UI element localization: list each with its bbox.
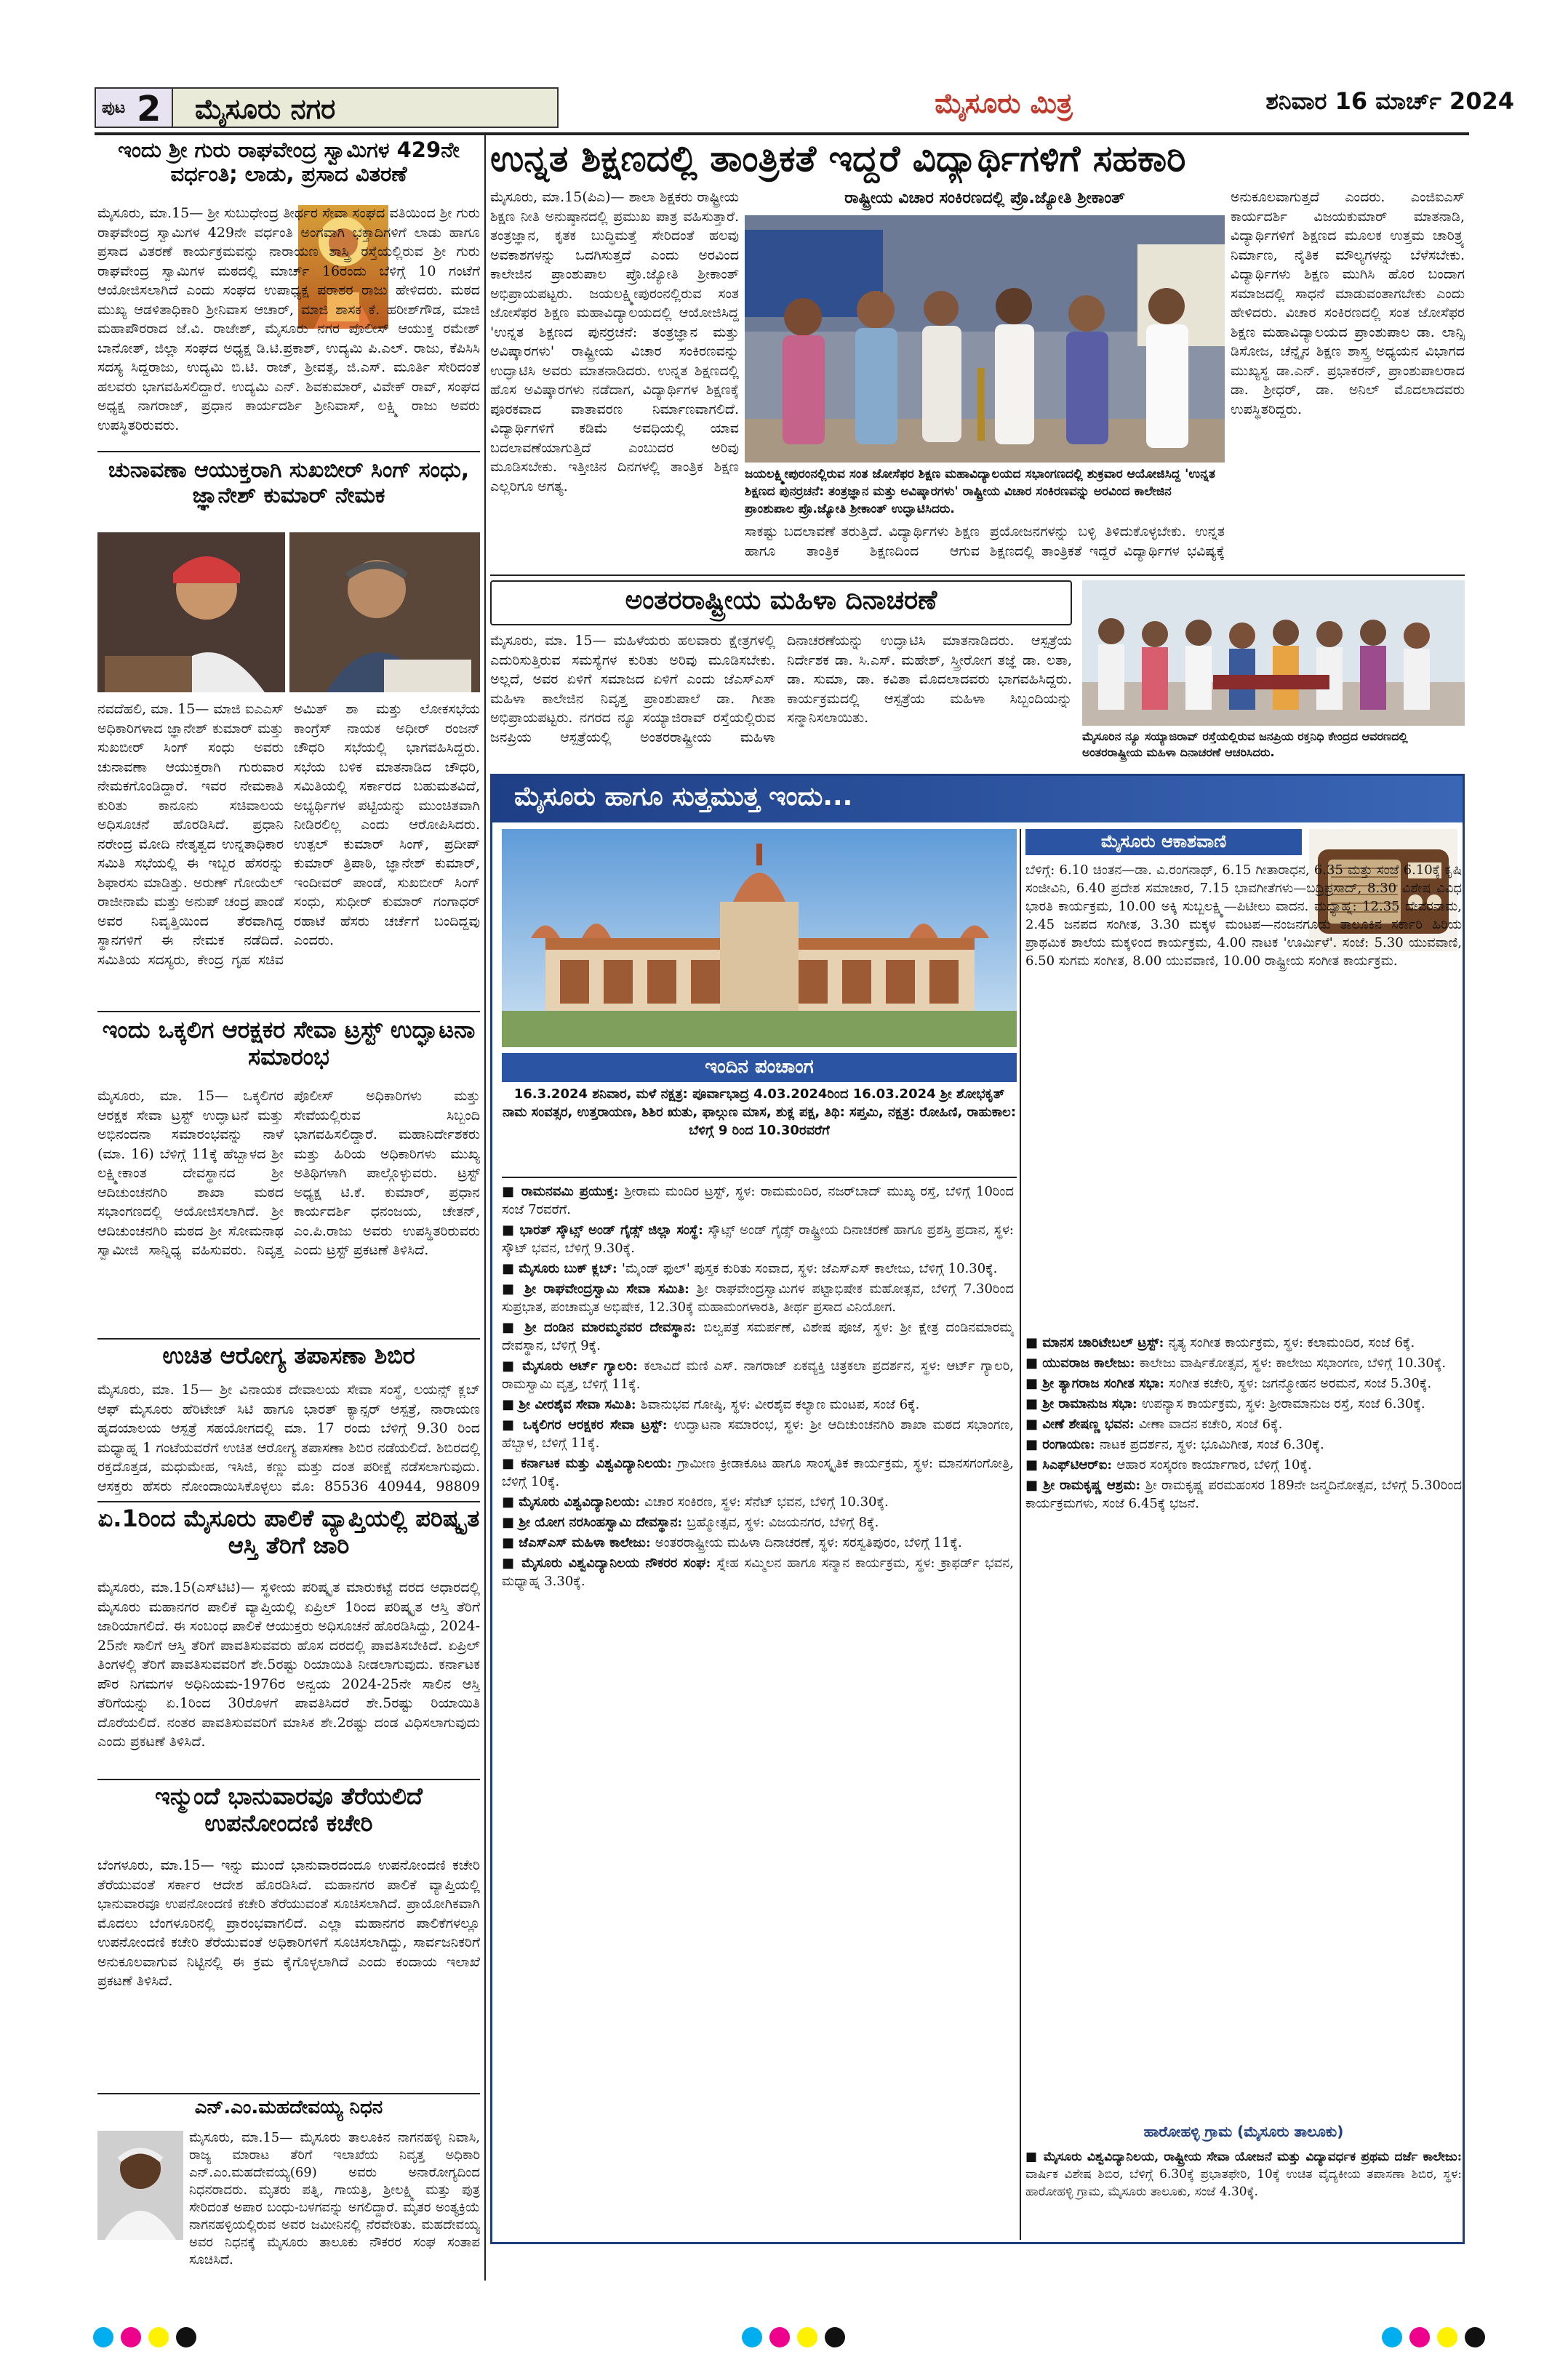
raghavendra-headline: ಇಂದು ಶ್ರೀ ಗುರು ರಾಘವೇಂದ್ರ ಸ್ವಾಮಿಗಳ 429ನೇ ವರ್ಧಂತಿ; ಲಾಡು, ಪ್ರಸಾದ ವಿತರಣೆ bbox=[118, 138, 460, 187]
section-title: ಮೈಸೂರು ನಗರ bbox=[195, 93, 336, 125]
events-list-left bbox=[502, 1182, 1014, 2237]
today-banner: ಮೈಸೂರು ಹಾಗೂ ಸುತ್ತಮುತ್ತ ಇಂದು... bbox=[492, 776, 1463, 822]
paper-name: ಮೈಸೂರು ಮಿತ್ರ bbox=[935, 87, 1073, 119]
okkaliga-headline: ಇಂದು ಒಕ್ಕಲಿಗ ಆರಕ್ಷಕರ ಸೇವಾ ಟ್ರಸ್ಟ್ ಉದ್ಘಾಟನಾ ಸಮಾರಂಭ bbox=[102, 1017, 476, 1070]
tax-headline: ಏ.1ರಿಂದ ಮೈಸೂರು ಪಾಲಿಕೆ ವ್ಯಾಪ್ತಿಯಲ್ಲಿ ಪರಿಷ್ಕೃತ ಆಸ್ತಿ ತೆರಿಗೆ ಜಾರಿ bbox=[97, 1505, 480, 1559]
rule-3 bbox=[97, 1338, 480, 1340]
event-item: ■ ಶ್ರೀ ದಂಡಿನ ಮಾರಮ್ಮನವರ ದೇವಸ್ಥಾನ: ಬಿಲ್ವಪತ್ರೆ ಸಮರ್ಪಣೆ, ವಿಶೇಷ ಪೂಜೆ, ಸ್ಥಳ: ಶ್ರೀ ಕ್ಷೇತ್ರ ದಂಡಿನಮಾರಮ್ಮ ದೇವಸ್ಥಾನ, ಬೆಳಿಗ್ಗೆ 9ಕ್ಕೆ. bbox=[502, 1320, 1014, 1353]
panchanga-title-band: ಇಂದಿನ ಪಂಚಾಂಗ bbox=[502, 1053, 1017, 1082]
event-item: ■ ಜೆಎಸ್‌ಎಸ್ ಮಹಿಳಾ ಕಾಲೇಜು: ಅಂತರರಾಷ್ಟ್ರೀಯ ಮಹಿಳಾ ದಿನಾಚರಣೆ, ಸ್ಥಳ: ಸರಸ್ವತಿಪುರಂ, ಬೆಳಿಗ್ಗೆ 11ಕ್ಕೆ. bbox=[502, 1535, 962, 1550]
education-col1: ಮೈಸೂರು, ಮಾ.15(ಪಿಎ)— ಶಾಲಾ ಶಿಕ್ಷಕರು ರಾಷ್ಟ್ರೀಯ ಶಿಕ್ಷಣ ನೀತಿ ಅನುಷ್ಠಾನದಲ್ಲಿ ಪ್ರಮುಖ ಪಾತ್ರ ವಹಿಸುತ್ತಾರೆ. ತಂತ್ರಜ್ಞಾನ, ಕೃತಕ ಬುದ್ಧಿಮತ್ತೆ ಸೇರಿದಂತೆ ಹಲವು ಅವಕಾಶಗಳನ್ನು ಒದಗಿಸುತ್ತದೆ ಎಂದು ಅರವಿಂದ ಕಾಲೇಜಿನ ಪ್ರಾಂಶುಪಾಲ ಪ್ರೊ.ಜ್ಯೋತಿ ಶ್ರೀಕಾಂತ್ ಅಭಿಪ್ರಾಯಪಟ್ಟರು. ಜಯಲಕ್ಷ್ಮೀಪುರಂನಲ್ಲಿರುವ ಸಂತ ಜೋಸೆಫರ ಶಿಕ್ಷಣ ಮಹಾವಿದ್ಯಾಲಯದಲ್ಲಿ ಆಯೋಜಿಸಿದ್ದ 'ಉನ್ನತ ಶಿಕ್ಷಣದ ಪುನರ್ರಚನೆ: ತಂತ್ರಜ್ಞಾನ ಮತ್ತು ಅವಿಷ್ಕಾರಗಳು' ರಾಷ್ಟ್ರೀಯ ವಿಚಾರ ಸಂಕಿರಣವನ್ನು ಉದ್ಘಾಟಿಸಿ ಅವರು ಮಾತನಾಡಿದರು. ಉನ್ನತ ಶಿಕ್ಷಣದಲ್ಲಿ ಹೊಸ ಅವಿಷ್ಕಾರಗಳು ನಡೆದಾಗ, ವಿದ್ಯಾರ್ಥಿಗಳ ಶಿಕ್ಷಣಕ್ಕೆ ಪೂರಕವಾದ ವಾತಾವರಣ ನಿರ್ಮಾಣವಾಗಲಿದೆ. ವಿದ್ಯಾರ್ಥಿಗಳಿಗೆ ಕಡಿಮೆ ಅವಧಿಯಲ್ಲಿ ಯಾವ ಬದಲಾವಣೆಯಾಗುತ್ತಿದೆ ಎಂಬುದರ ಅರಿವು ಮೂಡಿಸಬೇಕು. ಇತ್ತೀಚಿನ ದಿನಗಳಲ್ಲಿ ತಾಂತ್ರಿಕ ಶಿಕ್ಷಣ ಎಲ್ಲರಿಗೂ ಅಗತ್ಯ. bbox=[490, 189, 739, 495]
sunday-headline: ಇನ್ಮುಂದೆ ಭಾನುವಾರವೂ ತೆರೆಯಲಿದೆ ಉಪನೋಂದಣಿ ಕಚೇರಿ bbox=[155, 1783, 423, 1837]
okkaliga-body: ಮೈಸೂರು, ಮಾ. 15— ಒಕ್ಕಲಿಗರ ಆರಕ್ಷಕ ಸೇವಾ ಟ್ರಸ್ಟ್ ಉದ್ಘಾಟನೆ ಮತ್ತು ಅಭಿನಂದನಾ ಸಮಾರಂಭವನ್ನು ನಾಳೆ (ಮಾ. 16) ಬೆಳಿಗ್ಗೆ 11ಕ್ಕೆ ಹೆಬ್ಬಾಳದ ಶ್ರೀ ಲಕ್ಷ್ಮೀಕಾಂತ ದೇವಸ್ಥಾನದ ಶ್ರೀ ಆದಿಚುಂಚನಗಿರಿ ಶಾಖಾ ಮಠದ ಸಭಾಂಗಣದಲ್ಲಿ ಆಯೋಜಿಸಲಾಗಿದೆ. ಶ್ರೀ ಆದಿಚುಂಚನಗಿರಿ ಮಠದ ಶ್ರೀ ಸೋಮನಾಥ ಸ್ವಾಮೀಜಿ ಸಾನ್ನಿಧ್ಯ ವಹಿಸುವರು. ನಿವೃತ್ತ ಪೊಲೀಸ್ ಅಧಿಕಾರಿಗಳು ಮತ್ತು ಸೇವೆಯಲ್ಲಿರುವ ಸಿಬ್ಬಂದಿ ಭಾಗವಹಿಸಲಿದ್ದಾರೆ. ಮಹಾನಿರ್ದೇಶಕರು ಮತ್ತು ಹಿರಿಯ ಅಧಿಕಾರಿಗಳು ಮುಖ್ಯ ಅತಿಥಿಗಳಾಗಿ ಪಾಲ್ಗೊಳ್ಳುವರು. ಟ್ರಸ್ಟ್ ಅಧ್ಯಕ್ಷ ಟಿ.ಕೆ. ಕುಮಾರ್, ಪ್ರಧಾನ ಕಾರ್ಯದರ್ಶಿ ಧನಂಜಯ, ಚೇತನ್, ಎಂ.ಪಿ.ರಾಜು ಅವರು ಉಪಸ್ಥಿತರಿರುವರು ಎಂದು ಟ್ರಸ್ಟ್ ಪ್ರಕಟಣೆ ತಿಳಿಸಿದೆ. bbox=[97, 1088, 480, 1258]
event-item: ■ ಮೈಸೂರು ಬುಕ್ ಕ್ಲಬ್: 'ಮೈಂಡ್ ಫುಲ್' ಪುಸ್ತಕ ಕುರಿತು ಸಂವಾದ, ಸ್ಥಳ: ಜೆಎಸ್‌ಎಸ್ ಕಾಲೇಜು, ಬೆಳಿಗ್ಗೆ 10.30ಕ್ಕೆ. bbox=[502, 1261, 998, 1276]
rule-5 bbox=[97, 1779, 480, 1780]
registration-mark bbox=[121, 2327, 141, 2347]
section-title-band bbox=[173, 87, 559, 128]
rule-1 bbox=[97, 451, 480, 452]
event-item: ■ ಮೈಸೂರು ವಿಶ್ವವಿದ್ಯಾನಿಲಯ: ವಿಚಾರ ಸಂಕಿರಣ, ಸ್ಥಳ: ಸೆನೆಟ್ ಭವನ, ಬೆಳಿಗ್ಗೆ 10.30ಕ್ಕೆ. bbox=[502, 1494, 889, 1510]
tax-body: ಮೈಸೂರು, ಮಾ.15(ಎಸ್‌ಟಿಟಿ)— ಸ್ಥಳೀಯ ಪರಿಷ್ಕೃತ ಮಾರುಕಟ್ಟೆ ದರದ ಆಧಾರದಲ್ಲಿ ಮೈಸೂರು ಮಹಾನಗರ ಪಾಲಿಕೆ ವ್ಯಾಪ್ತಿಯಲ್ಲಿ ಏಪ್ರಿಲ್ 1ರಿಂದ ಪರಿಷ್ಕೃತ ಆಸ್ತಿ ತೆರಿಗೆ ಜಾರಿಯಾಗಲಿದೆ. ಈ ಸಂಬಂಧ ಪಾಲಿಕೆ ಆಯುಕ್ತರು ಅಧಿಸೂಚನೆ ಹೊರಡಿಸಿದ್ದು, 2024-25ನೇ ಸಾಲಿಗೆ ಆಸ್ತಿ ತೆರಿಗೆ ಪಾವತಿಸುವವರು ಹೊಸ ದರದಲ್ಲಿ ಪಾವತಿಸಬೇಕಿದೆ. ಏಪ್ರಿಲ್ ತಿಂಗಳಲ್ಲಿ ತೆರಿಗೆ ಪಾವತಿಸುವವರಿಗೆ ಶೇ.5ರಷ್ಟು ರಿಯಾಯಿತಿ ನೀಡಲಾಗುವುದು. ಕರ್ನಾಟಕ ಪೌರ ನಿಗಮಗಳ ಅಧಿನಿಯಮ-1976ರ ಅನ್ವಯ 2024-25ನೇ ಸಾಲಿನ ಆಸ್ತಿ ತೆರಿಗೆಯನ್ನು ಏ.1ರಿಂದ 30ರೊಳಗೆ ಪಾವತಿಸಿದರೆ ಶೇ.5ರಷ್ಟು ರಿಯಾಯಿತಿ ದೊರೆಯಲಿದೆ. ನಂತರ ಪಾವತಿಸುವವರಿಗೆ ಮಾಸಿಕ ಶೇ.2ರಷ್ಟು ದಂಡ ವಿಧಿಸಲಾಗುವುದು ಎಂದು ಪ್ರಕಟಣೆ ತಿಳಿಸಿದೆ. bbox=[97, 1580, 480, 1750]
mahadevaiah-photo bbox=[97, 2131, 183, 2240]
education-headline: ಉನ್ನತ ಶಿಕ್ಷಣದಲ್ಲಿ ತಾಂತ್ರಿಕತೆ ಇದ್ದರೆ ವಿದ್ಯಾರ್ಥಿಗಳಿಗೆ ಸಹಕಾರಿ bbox=[490, 137, 1186, 180]
rule-6 bbox=[97, 2093, 480, 2094]
panchanga-text: 16.3.2024 ಶನಿವಾರ, ಮಳೆ ನಕ್ಷತ್ರ: ಪೂರ್ವಾಭಾದ್ರ 4.03.2024ರಿಂದ 16.03.2024 ಶ್ರೀ ಶೋಭಕೃತ್ ನಾಮ ಸಂವತ್ಸರ, ಉತ್ತರಾಯಣ, ಶಿಶಿರ ಋತು, ಫಾಲ್ಗುಣ ಮಾಸ, ಶುಕ್ಲ ಪಕ್ಷ, ತಿಥಿ: ಸಪ್ತಮಿ, ನಕ್ಷತ್ರ: ರೋಹಿಣಿ, ರಾಹುಕಾಲ: ಬೆಳಿಗ್ಗೆ 9 ರಿಂದ 10.30ರವರೆಗೆ bbox=[502, 1086, 1017, 1138]
womens-day-caption: ಮೈಸೂರಿನ ನ್ಯೂ ಸಯ್ಯಾಜಿರಾವ್ ರಸ್ತೆಯಲ್ಲಿರುವ ಜನಪ್ರಿಯ ರಕ್ತನಿಧಿ ಕೇಂದ್ರದ ಆವರಣದಲ್ಲಿ ಅಂತರರಾಷ್ಟ್ರೀಯ ಮಹಿಳಾ ದಿನಾಚರಣೆ ಆಚರಿಸಿದರು. bbox=[1082, 729, 1408, 759]
event-item: ■ ಯುವರಾಜ ಕಾಲೇಜು: ಕಾಲೇಜು ವಾರ್ಷಿಕೋತ್ಸವ, ಸ್ಥಳ: ಕಾಲೇಜು ಸಭಾಂಗಣ, ಬೆಳಿಗ್ಗೆ 10.30ಕ್ಕೆ. bbox=[1025, 1356, 1447, 1371]
event-item: ■ ಶ್ರೀ ರಾಘವೇಂದ್ರಸ್ವಾಮಿ ಸೇವಾ ಸಮಿತಿ: ಶ್ರೀ ರಾಘವೇಂದ್ರಸ್ವಾಮಿಗಳ ಪಟ್ಟಾಭಿಷೇಕ ಮಹೋತ್ಸವ, ಬೆಳಿಗ್ಗೆ 7.30ರಿಂದ ಸುಪ್ರಭಾತ, ಪಂಚಾಮೃತ ಅಭಿಷೇಕ, 12.30ಕ್ಕೆ ಮಹಾಮಂಗಳಾರತಿ, ತೀರ್ಥ ಪ್ರಸಾದ ವಿನಿಯೋಗ. bbox=[502, 1281, 1014, 1315]
registration-mark bbox=[1437, 2327, 1457, 2347]
rule-4 bbox=[97, 1501, 480, 1502]
education-col2: ಅನುಕೂಲವಾಗುತ್ತದೆ ಎಂದರು. ಎಂಜಿಐಎಸ್ ಕಾರ್ಯದರ್ಶಿ ವಿಜಯಕುಮಾರ್ ಮಾತನಾಡಿ, ವಿದ್ಯಾರ್ಥಿಗಳಿಗೆ ಶಿಕ್ಷಣದ ಮೂಲಕ ಉತ್ತಮ ಚಾರಿತ್ರ್ಯ ನಿರ್ಮಾಣ, ನೈತಿಕ ಮೌಲ್ಯಗಳನ್ನು ಬೆಳೆಸಬೇಕು. ವಿದ್ಯಾರ್ಥಿಗಳು ಶಿಕ್ಷಣ ಮುಗಿಸಿ ಹೊರ ಬಂದಾಗ ಸಮಾಜದಲ್ಲಿ ಸಾಧನೆ ಮಾಡುವಂತಾಗಬೇಕು ಎಂದು ಹೇಳಿದರು. ವಿಚಾರ ಸಂಕಿರಣದಲ್ಲಿ ಸಂತ ಜೋಸೆಫರ ಶಿಕ್ಷಣ ಮಹಾವಿದ್ಯಾಲಯದ ಪ್ರಾಂಶುಪಾಲ ಡಾ. ಲಾನ್ಸಿ ಡಿಸೋಜ, ಚೆನ್ನೈನ ಶಿಕ್ಷಣ ಶಾಸ್ತ್ರ ಅಧ್ಯಯನ ವಿಭಾಗದ ಮುಖ್ಯಸ್ಥ ಡಾ.ಎನ್. ಪ್ರಭಾಕರನ್, ಪ್ರಾಂಶುಪಾಲರಾದ ಡಾ. ಶ್ರೀಧರ್, ಡಾ. ಅನಿಲ್ ಮೊದಲಾದವರು ಉಪಸ್ಥಿತರಿದ್ದರು. bbox=[1231, 189, 1465, 417]
event-item: ■ ಸಿಎಫ್‌ಟಿಆರ್‌ಐ: ಆಹಾರ ಸಂಸ್ಕರಣ ಕಾರ್ಯಾಗಾರ, ಬೆಳಿಗ್ಗೆ 10ಕ್ಕೆ. bbox=[1025, 1457, 1312, 1473]
event-item: ■ ಒಕ್ಕಲಿಗರ ಆರಕ್ಷಕರ ಸೇವಾ ಟ್ರಸ್ಟ್: ಉದ್ಘಾಟನಾ ಸಮಾರಂಭ, ಸ್ಥಳ: ಶ್ರೀ ಆದಿಚುಂಚನಗಿರಿ ಶಾಖಾ ಮಠದ ಸಭಾಂಗಣ, ಹೆಬ್ಬಾಳ, ಬೆಳಿಗ್ಗೆ 11ಕ್ಕೆ. bbox=[502, 1417, 1014, 1451]
registration-mark bbox=[1382, 2327, 1402, 2347]
event-item: ■ ಕರ್ನಾಟಕ ಮತ್ತು ವಿಶ್ವವಿದ್ಯಾನಿಲಯ: ಗ್ರಾಮೀಣ ಕ್ರೀಡಾಕೂಟ ಹಾಗೂ ಸಾಂಸ್ಕೃತಿಕ ಕಾರ್ಯಕ್ರಮ, ಸ್ಥಳ: ಮಾನಸಗಂಗೋತ್ರಿ, ಬೆಳಿಗ್ಗೆ 10ಕ್ಕೆ. bbox=[502, 1456, 1014, 1489]
event-item: ■ ಮೈಸೂರು ವಿಶ್ವವಿದ್ಯಾನಿಲಯ, ರಾಷ್ಟ್ರೀಯ ಸೇವಾ ಯೋಜನೆ ಮತ್ತು ವಿದ್ಯಾವರ್ಧಕ ಪ್ರಥಮ ದರ್ಜೆ ಕಾಲೇಜು: ವಾರ್ಷಿಕ ವಿಶೇಷ ಶಿಬಿರ, ಬೆಳಿಗ್ಗೆ 6.30ಕ್ಕೆ ಪ್ರಭಾತಫೇರಿ, 10ಕ್ಕೆ ಉಚಿತ ವೈದ್ಯಕೀಯ ತಪಾಸಣಾ ಶಿಬಿರ, ಸ್ಥಳ: ಹಾರೋಹಳ್ಳಿ ಗ್ರಾಮ, ಮೈಸೂರು ತಾಲೂಕು, ಸಂಜೆ 4.30ಕ್ಕೆ. bbox=[1025, 2150, 1462, 2199]
radio-title-band: ಮೈಸೂರು ಆಕಾಶವಾಣಿ bbox=[1025, 829, 1302, 855]
event-item: ■ ಶ್ರೀ ಯೋಗ ನರಸಿಂಹಸ್ವಾಮಿ ದೇವಸ್ಥಾನ: ಬ್ರಹ್ಮೋತ್ಸವ, ಸ್ಥಳ: ವಿಜಯನಗರ, ಬೆಳಿಗ್ಗೆ 8ಕ್ಕೆ. bbox=[502, 1515, 879, 1530]
page-label: ಪುಟ bbox=[102, 99, 126, 117]
page-number: 2 bbox=[137, 89, 161, 129]
registration-mark bbox=[148, 2327, 169, 2347]
mysore-palace-image bbox=[502, 829, 1017, 1047]
event-item: ■ ಮಾನಸ ಚಾರಿಟೇಬಲ್ ಟ್ರಸ್ಟ್: ನೃತ್ಯ ಸಂಗೀತ ಕಾರ್ಯಕ್ರಮ, ಸ್ಥಳ: ಕಲಾಮಂದಿರ, ಸಂಜೆ 6ಕ್ಕೆ. bbox=[1025, 1335, 1415, 1350]
event-item: ■ ರಂಗಾಯಣ: ನಾಟಕ ಪ್ರದರ್ಶನ, ಸ್ಥಳ: ಭೂಮಿಗೀತ, ಸಂಜೆ 6.30ಕ್ಕೆ. bbox=[1025, 1437, 1324, 1452]
radio-text: ಬೆಳಿಗ್ಗೆ: 6.10 ಚಿಂತನ—ಡಾ. ವಿ.ರಂಗನಾಥ್, 6.15 ಗೀತಾರಾಧನ, 6.35 ಮತ್ತು ಸಂಜೆ 6.10ಕ್ಕೆ ಕೃಷಿ ಸಂಜೀವಿನಿ, 6.40 ಪ್ರದೇಶ ಸಮಾಚಾರ, 7.15 ಭಾವಗೀತೆಗಳು—ಬದ್ರಿಪ್ರಸಾದ್, 8.30 ವಿಶೇಷ ವಿವಿಧ ಭಾರತಿ ಕಾರ್ಯಕ್ರಮ, 10.00 ಅಕ್ಕಿ ಸುಬ್ಬಲಕ್ಷ್ಮಿ—ಪಿಟೀಲು ವಾದನ. ಮಧ್ಯಾಹ್ನ: 12.35 ದೇವರನಾಮ, 2.45 ಜನಪದ ಸಂಗೀತ, 3.30 ಮಕ್ಕಳ ಮಂಟಪ—ನಂಜನಗೂಡು ತಾಲೂಕಿನ ಸರ್ಕಾರಿ ಹಿರಿಯ ಪ್ರಾಥಮಿಕ ಶಾಲೆಯ ಮಕ್ಕಳಿಂದ ಕಾರ್ಯಕ್ರಮ, 4.00 ನಾಟಕ 'ಊರ್ಮಿಳೆ'. ಸಂಜೆ: 5.30 ಯುವವಾಣಿ, 6.50 ಸುಗಮ ಸಂಗೀತ, 8.00 ಯುವವಾಣಿ, 10.00 ರಾಷ್ಟ್ರೀಯ ಸಂಗೀತ ಕಾರ್ಯಕ್ರಮ. bbox=[1025, 862, 1462, 969]
page-badge bbox=[95, 87, 173, 128]
education-tail: ಸಾಕಷ್ಟು ಬದಲಾವಣೆ ತರುತ್ತಿದೆ. ವಿದ್ಯಾರ್ಥಿಗಳು ಶಿಕ್ಷಣ ಹಾಗೂ ತಾಂತ್ರಿಕ ಶಿಕ್ಷಣದಿಂದ ಆಗುವ ಪ್ರಯೋಜನಗಳನ್ನು ಬಳ್ಳಿ ತಿಳಿದುಕೊಳ್ಳಬೇಕು. ಉನ್ನತ ಶಿಕ್ಷಣದಲ್ಲಿ ತಾಂತ್ರಿಕತೆ ಇದ್ದರೆ ವಿದ್ಯಾರ್ಥಿಗಳ ಭವಿಷ್ಯಕ್ಕೆ bbox=[745, 524, 1225, 559]
registration-mark bbox=[1465, 2327, 1485, 2347]
womens-day-body: ಮೈಸೂರು, ಮಾ. 15— ಮಹಿಳೆಯರು ಹಲವಾರು ಕ್ಷೇತ್ರಗಳಲ್ಲಿ ಎದುರಿಸುತ್ತಿರುವ ಸಮಸ್ಯೆಗಳ ಕುರಿತು ಅರಿವು ಮೂಡಿಸಬೇಕು. ಅಲ್ಲದೆ, ಅವರ ಏಳಿಗೆ ಸಮಾಜದ ಏಳಿಗೆ ಎಂದು ಜೆಎಸ್‌ಎಸ್ ಮಹಿಳಾ ಕಾಲೇಜಿನ ನಿವೃತ್ತ ಪ್ರಾಂಶುಪಾಲೆ ಡಾ. ಗೀತಾ ಅಭಿಪ್ರಾಯಪಟ್ಟರು. ನಗರದ ನ್ಯೂ ಸಯ್ಯಾಜಿರಾವ್ ರಸ್ತೆಯಲ್ಲಿರುವ ಜನಪ್ರಿಯ ಆಸ್ಪತ್ರೆಯಲ್ಲಿ ಅಂತರರಾಷ್ಟ್ರೀಯ ಮಹಿಳಾ ದಿನಾಚರಣೆಯನ್ನು ಉದ್ಘಾಟಿಸಿ ಮಾತನಾಡಿದರು. ಆಸ್ಪತ್ರೆಯ ನಿರ್ದೇಶಕ ಡಾ. ಸಿ.ಎಸ್. ಮಹೇಶ್, ಸ್ತ್ರೀರೋಗ ತಜ್ಞೆ ಡಾ. ಲತಾ, ಡಾ. ಸುಮಾ, ಡಾ. ಕವಿತಾ ಮೊದಲಾದವರು ಭಾಗವಹಿಸಿದ್ದರು. ಕಾರ್ಯಕ್ರಮದಲ್ಲಿ ಆಸ್ಪತ್ರೆಯ ಮಹಿಳಾ ಸಿಬ್ಬಂದಿಯನ್ನು ಸನ್ಮಾನಿಸಲಾಯಿತು. bbox=[490, 633, 1072, 745]
obituary-headline: ಎನ್.ಎಂ.ಮಹದೇವಯ್ಯ ನಿಧನ bbox=[194, 2097, 383, 2118]
health-headline: ಉಚಿತ ಆರೋಗ್ಯ ತಪಾಸಣಾ ಶಿಬಿರ bbox=[162, 1342, 415, 1369]
event-item: ■ ಶ್ರೀ ರಾಮಕೃಷ್ಣ ಆಶ್ರಮ: ಶ್ರೀ ರಾಮಕೃಷ್ಣ ಪರಮಹಂಸರ 189ನೇ ಜನ್ಮದಿನೋತ್ಸವ, ಬೆಳಿಗ್ಗೆ 5.30ರಿಂದ ಕಾರ್ಯಕ್ರಮಗಳು, ಸಂಜೆ 6.45ಕ್ಕೆ ಭಜನೆ. bbox=[1025, 1478, 1462, 1511]
sukhbir-sandhu-photo bbox=[97, 532, 285, 692]
election-headline: ಚುನಾವಣಾ ಆಯುಕ್ತರಾಗಿ ಸುಖಬೀರ್ ಸಿಂಗ್ ಸಂಧು, ಜ್ಞಾನೇಶ್ ಕುಮಾರ್ ನೇಮಕ bbox=[108, 458, 470, 508]
education-subhead: ರಾಷ್ಟ್ರೀಯ ವಿಚಾರ ಸಂಕಿರಣದಲ್ಲಿ ಪ್ರೊ.ಜ್ಯೋತಿ ಶ್ರೀಕಾಂತ್ bbox=[844, 189, 1125, 207]
registration-marks-bottom bbox=[87, 2324, 1484, 2353]
raghavendra-body: ಮೈಸೂರು, ಮಾ.15— ಶ್ರೀ ಸುಬುಧೇಂದ್ರ ತೀರ್ಥರ ಸೇವಾ ಸಂಘದ ವತಿಯಿಂದ ಶ್ರೀ ಗುರು ರಾಘವೇಂದ್ರ ಸ್ವಾಮಿಗಳ 429ನೇ ವರ್ಧಂತಿ ಅಂಗವಾಗಿ ಭಕ್ತಾದಿಗಳಿಗೆ ಲಾಡು ಹಾಗೂ ಪ್ರಸಾದ ವಿತರಣೆ ಕಾರ್ಯಕ್ರಮವನ್ನು ನಾರಾಯಣ ಶಾಸ್ತ್ರಿ ರಸ್ತೆಯಲ್ಲಿರುವ ಶ್ರೀ ಗುರು ರಾಘವೇಂದ್ರ ಸ್ವಾಮಿಗಳ ಮಠದಲ್ಲಿ ಮಾರ್ಚ್ 16ರಂದು ಬೆಳಿಗ್ಗೆ 10 ಗಂಟೆಗೆ ಆಯೋಜಿಸಲಾಗಿದೆ ಎಂದು ಸಂಘದ ಉಪಾಧ್ಯಕ್ಷ ಪರಾಶರ ರಾಜು ಹೇಳಿದರು. ಮಠದ ಮುಖ್ಯ ಆಡಳಿತಾಧಿಕಾರಿ ಶ್ರೀನಿವಾಸ ಆಚಾರ್, ಮಾಜಿ ಶಾಸಕ ಕೆ. ಹರೀಶ್‌ಗೌಡ, ಮಾಜಿ ಮಹಾಪೌರರಾದ ಜೆ.ವಿ. ರಾಜೇಶ್, ಮೈಸೂರು ನಗರ ಪೊಲೀಸ್ ಆಯುಕ್ತ ರಮೇಶ್ ಬಾನೋತ್, ಜಿಲ್ಲಾ ಸಂಘದ ಅಧ್ಯಕ್ಷ ಡಿ.ಟಿ.ಪ್ರಕಾಶ್, ಉದ್ಯಮಿ ಪಿ.ಎಲ್. ರಾಜು, ಕೆಪಿಸಿಸಿ ಸದಸ್ಯ ಸಿದ್ದರಾಜು, ಉದ್ಯಮಿ ಬಿ.ಟಿ. ರಾಜ್, ಶ್ರೀವತ್ಸ, ಜಿ.ಎಸ್. ಮೂರ್ತಿ ಸೇರಿದಂತೆ ಹಲವರು ಭಾಗವಹಿಸಲಿದ್ದಾರೆ. ಉದ್ಯಮಿ ಎನ್. ಶಿವಕುಮಾರ್, ವಿವೇಕ್ ರಾವ್, ಸಂಘದ ಅಧ್ಯಕ್ಷ ನಾಗರಾಜ್, ಪ್ರಧಾನ ಕಾರ್ಯದರ್ಶಿ ಶ್ರೀನಿವಾಸ್, ಲಕ್ಷ್ಮಿ ರಾಜು ಅವರು ಉಪಸ್ಥಿತರಿರುವರು. bbox=[97, 205, 480, 433]
event-item: ■ ಮೈಸೂರು ವಿಶ್ವವಿದ್ಯಾನಿಲಯ ನೌಕರರ ಸಂಘ: ಸ್ನೇಹ ಸಮ್ಮಿಲನ ಹಾಗೂ ಸನ್ಮಾನ ಕಾರ್ಯಕ್ರಮ, ಸ್ಥಳ: ಕ್ರಾಫರ್ಡ್ ಭವನ, ಮಧ್ಯಾಹ್ನ 3.30ಕ್ಕೆ. bbox=[502, 1556, 1014, 1589]
seminar-photo bbox=[745, 215, 1225, 463]
health-body: ಮೈಸೂರು, ಮಾ. 15— ಶ್ರೀ ವಿನಾಯಕ ದೇವಾಲಯ ಸೇವಾ ಸಂಸ್ಥೆ, ಲಯನ್ಸ್ ಕ್ಲಬ್ ಆಫ್ ಮೈಸೂರು ಹೆರಿಟೇಜ್ ಸಿಟಿ ಹಾಗೂ ಭಾರತ್ ಕ್ಯಾನ್ಸರ್ ಆಸ್ಪತ್ರೆ, ನಾರಾಯಣ ಹೃದಯಾಲಯ ಆಸ್ಪತ್ರೆ ಸಹಯೋಗದಲ್ಲಿ ಮಾ. 17 ರಂದು ಬೆಳಿಗ್ಗೆ 9.30 ರಿಂದ ಮಧ್ಯಾಹ್ನ 1 ಗಂಟೆಯವರೆಗೆ ಉಚಿತ ಆರೋಗ್ಯ ತಪಾಸಣಾ ಶಿಬಿರ ನಡೆಯಲಿದೆ. ಶಿಬಿರದಲ್ಲಿ ರಕ್ತದೊತ್ತಡ, ಮಧುಮೇಹ, ಇಸಿಜಿ, ಕಣ್ಣು ಮತ್ತು ದಂತ ಪರೀಕ್ಷೆ ನಡೆಸಲಾಗುವುದು. ಆಸಕ್ತರು ಹೆಸರು ನೋಂದಾಯಿಸಿಕೊಳ್ಳಲು ಮೊ: 85536 40944, 98809 bbox=[97, 1382, 480, 1494]
rule-education-bottom bbox=[490, 575, 1465, 576]
obituary-body: ಮೈಸೂರು, ಮಾ.15— ಮೈಸೂರು ತಾಲೂಕಿನ ನಾಗನಹಳ್ಳಿ ನಿವಾಸಿ, ರಾಜ್ಯ ಮಾರಾಟ ತೆರಿಗೆ ಇಲಾಖೆಯ ನಿವೃತ್ತ ಅಧಿಕಾರಿ ಎನ್.ಎಂ.ಮಹದೇವಯ್ಯ(69) ಅವರು ಅನಾರೋಗ್ಯದಿಂದ ನಿಧನರಾದರು. ಮೃತರು ಪತ್ನಿ, ಗಾಯತ್ರಿ, ಶ್ರೀಲಕ್ಷ್ಮಿ ಮತ್ತು ಪುತ್ರ ಸೇರಿದಂತೆ ಅಪಾರ ಬಂಧು-ಬಳಗವನ್ನು ಅಗಲಿದ್ದಾರೆ. ಮೃತರ ಅಂತ್ಯಕ್ರಿಯೆ ನಾಗನಹಳ್ಳಿಯಲ್ಲಿರುವ ಅವರ ಜಮೀನಿನಲ್ಲಿ ನೆರವೇರಿತು. ಮಹದೇವಯ್ಯ ಅವರ ನಿಧನಕ್ಕೆ ಮೈಸೂರು ತಾಲೂಕು ನೌಕರರ ಸಂಘ ಸಂತಾಪ ಸೂಚಿಸಿದೆ. bbox=[189, 2130, 480, 2267]
womens-day-photo bbox=[1082, 580, 1465, 726]
election-body: ನವದೆಹಲಿ, ಮಾ. 15— ಮಾಜಿ ಐಎಎಸ್ ಅಧಿಕಾರಿಗಳಾದ ಜ್ಞಾನೇಶ್ ಕುಮಾರ್ ಮತ್ತು ಸುಖಬೀರ್ ಸಿಂಗ್ ಸಂಧು ಅವರು ಚುನಾವಣಾ ಆಯುಕ್ತರಾಗಿ ಗುರುವಾರ ನೇಮಕಗೊಂಡಿದ್ದಾರೆ. ಇವರ ನೇಮಕಾತಿ ಕುರಿತು ಕಾನೂನು ಸಚಿವಾಲಯ ಅಧಿಸೂಚನೆ ಹೊರಡಿಸಿದೆ. ಪ್ರಧಾನಿ ನರೇಂದ್ರ ಮೋದಿ ನೇತೃತ್ವದ ಉನ್ನತಾಧಿಕಾರ ಸಮಿತಿ ಸಭೆಯಲ್ಲಿ ಈ ಇಬ್ಬರ ಹೆಸರನ್ನು ಶಿಫಾರಸು ಮಾಡಿತ್ತು. ಅರುಣ್ ಗೋಯೆಲ್ ರಾಜೀನಾಮೆ ಮತ್ತು ಅನುಪ್ ಚಂದ್ರ ಪಾಂಡೆ ಅವರ ನಿವೃತ್ತಿಯಿಂದ ತೆರವಾಗಿದ್ದ ಸ್ಥಾನಗಳಿಗೆ ಈ ನೇಮಕ ನಡೆದಿದೆ. ಸಮಿತಿಯ ಸದಸ್ಯರು, ಕೇಂದ್ರ ಗೃಹ ಸಚಿವ ಅಮಿತ್ ಶಾ ಮತ್ತು ಲೋಕಸಭೆಯ ಕಾಂಗ್ರೆಸ್ ನಾಯಕ ಅಧೀರ್ ರಂಜನ್ ಚೌಧರಿ ಸಭೆಯಲ್ಲಿ ಭಾಗವಹಿಸಿದ್ದರು. ಸಭೆಯ ಬಳಿಕ ಮಾತನಾಡಿದ ಚೌಧರಿ, ಸಮಿತಿಯಲ್ಲಿ ಸರ್ಕಾರದ ಬಹುಮತವಿದೆ, ಅಭ್ಯರ್ಥಿಗಳ ಪಟ್ಟಿಯನ್ನು ಮುಂಚಿತವಾಗಿ ನೀಡಿರಲಿಲ್ಲ ಎಂದು ಆರೋಪಿಸಿದರು. ಉತ್ಪಲ್ ಕುಮಾರ್ ಸಿಂಗ್, ಪ್ರದೀಪ್ ಕುಮಾರ್ ತ್ರಿಪಾಠಿ, ಜ್ಞಾನೇಶ್ ಕುಮಾರ್, ಇಂದೀವರ್ ಪಾಂಡೆ, ಸುಖಬೀರ್ ಸಿಂಗ್ ಸಂಧು, ಸುಧೀರ್ ಕುಮಾರ್ ಗಂಗಾಧರ್ ರಹಾಟೆ ಹೆಸರು ಚರ್ಚೆಗೆ ಬಂದಿದ್ದವು ಎಂದರು. bbox=[97, 701, 480, 968]
events-list-right bbox=[1025, 1334, 1462, 1988]
registration-mark bbox=[742, 2327, 762, 2347]
registration-mark bbox=[825, 2327, 845, 2347]
gyanesh-kumar-photo bbox=[289, 532, 480, 692]
panchanga-rule bbox=[502, 1177, 1017, 1178]
event-item: ■ ಶ್ರೀ ತ್ಯಾಗರಾಜ ಸಂಗೀತ ಸಭಾ: ಸಂಗೀತ ಕಚೇರಿ, ಸ್ಥಳ: ಜಗನ್ಮೋಹನ ಅರಮನೆ, ಸಂಜೆ 5.30ಕ್ಕೆ. bbox=[1025, 1376, 1432, 1391]
registration-mark bbox=[769, 2327, 790, 2347]
event-item: ■ ರಾಮನವಮಿ ಪ್ರಯುಕ್ತ: ಶ್ರೀರಾಮ ಮಂದಿರ ಟ್ರಸ್ಟ್, ಸ್ಥಳ: ರಾಮಮಂದಿರ, ನಜರ್‌ಬಾದ್ ಮುಖ್ಯ ರಸ್ತೆ, ಬೆಳಿಗ್ಗೆ 10ರಿಂದ ಸಂಜೆ 7ರವರೆಗೆ. bbox=[502, 1184, 1014, 1217]
registration-mark bbox=[93, 2327, 113, 2347]
registration-mark bbox=[797, 2327, 817, 2347]
registration-mark bbox=[1409, 2327, 1430, 2347]
taluk-title: ಹಾರೋಹಳ್ಳಿ ಗ್ರಾಮ (ಮೈಸೂರು ತಾಲೂಕು) bbox=[1143, 2123, 1344, 2140]
event-item: ■ ಮೈಸೂರು ಆರ್ಟ್ ಗ್ಯಾಲರಿ: ಕಲಾವಿದೆ ಮಣಿ ಎಸ್. ನಾಗರಾಜ್ ಏಕವ್ಯಕ್ತಿ ಚಿತ್ರಕಲಾ ಪ್ರದರ್ಶನ, ಸ್ಥಳ: ಆರ್ಟ್ ಗ್ಯಾಲರಿ, ರಾಮಸ್ವಾಮಿ ವೃತ್ತ, ಬೆಳಿಗ್ಗೆ 11ಕ್ಕೆ. bbox=[502, 1358, 1014, 1392]
womens-day-headline: ಅಂತರರಾಷ್ಟ್ರೀಯ ಮಹಿಳಾ ದಿನಾಚರಣೆ bbox=[490, 580, 1072, 625]
event-item: ■ ಭಾರತ್ ಸ್ಕೌಟ್ಸ್ ಅಂಡ್ ಗೈಡ್ಸ್ ಜಿಲ್ಲಾ ಸಂಸ್ಥೆ: ಸ್ಕೌಟ್ಸ್ ಅಂಡ್ ಗೈಡ್ಸ್ ರಾಷ್ಟ್ರೀಯ ದಿನಾಚರಣೆ ಹಾಗೂ ಪ್ರಶಸ್ತಿ ಪ್ರದಾನ, ಸ್ಥಳ: ಸ್ಕೌಟ್ ಭವನ, ಬೆಳಿಗ್ಗೆ 9.30ಕ್ಕೆ. bbox=[502, 1222, 1014, 1256]
event-item: ■ ಶ್ರೀ ವೀರಶೈವ ಸೇವಾ ಸಮಿತಿ: ಶಿವಾನುಭವ ಗೋಷ್ಠಿ, ಸ್ಥಳ: ವೀರಶೈವ ಕಲ್ಯಾಣ ಮಂಟಪ, ಸಂಜೆ 6ಕ್ಕೆ. bbox=[502, 1397, 920, 1412]
column-divider-left bbox=[484, 135, 486, 2281]
sunday-body: ಬೆಂಗಳೂರು, ಮಾ.15— ಇನ್ನು ಮುಂದೆ ಭಾನುವಾರದಂದೂ ಉಪನೋಂದಣಿ ಕಚೇರಿ ತೆರೆಯುವಂತೆ ಸರ್ಕಾರ ಆದೇಶ ಹೊರಡಿಸಿದೆ. ಮಹಾನಗರ ಪಾಲಿಕೆ ವ್ಯಾಪ್ತಿಯಲ್ಲಿ ಭಾನುವಾರವೂ ಉಪನೋಂದಣಿ ಕಚೇರಿ ತೆರೆಯುವಂತೆ ಸೂಚಿಸಲಾಗಿದೆ. ಪ್ರಾಯೋಗಿಕವಾಗಿ ಮೊದಲು ಬೆಂಗಳೂರಿನಲ್ಲಿ ಪ್ರಾರಂಭವಾಗಲಿದೆ. ಎಲ್ಲಾ ಮಹಾನಗರ ಪಾಲಿಕೆಗಳಲ್ಲೂ ಉಪನೋಂದಣಿ ಕಚೇರಿ ತೆರೆಯುವಂತೆ ಅಧಿಕಾರಿಗಳಿಗೆ ಸೂಚಿಸಲಾಗಿದ್ದು, ಸಾರ್ವಜನಿಕರಿಗೆ ಅನುಕೂಲವಾಗುವ ನಿಟ್ಟಿನಲ್ಲಿ ಈ ಕ್ರಮ ಕೈಗೊಳ್ಳಲಾಗಿದೆ ಎಂದು ಕಂದಾಯ ಇಲಾಖೆ ಪ್ರಕಟಣೆ ತಿಳಿಸಿದೆ. bbox=[97, 1857, 480, 1989]
taluk-events bbox=[1025, 2148, 1462, 2240]
event-item: ■ ವೀಣೆ ಶೇಷಣ್ಣ ಭವನ: ವೀಣಾ ವಾದನ ಕಚೇರಿ, ಸಂಜೆ 6ಕ್ಕೆ. bbox=[1025, 1417, 1283, 1432]
radio-divider bbox=[1020, 829, 1021, 2240]
registration-mark bbox=[176, 2327, 196, 2347]
seminar-photo-caption: ಜಯಲಕ್ಷ್ಮೀಪುರಂನಲ್ಲಿರುವ ಸಂತ ಜೋಸೆಫರ ಶಿಕ್ಷಣ ಮಹಾವಿದ್ಯಾಲಯದ ಸಭಾಂಗಣದಲ್ಲಿ ಶುಕ್ರವಾರ ಆಯೋಜಿಸಿದ್ದ 'ಉನ್ನತ ಶಿಕ್ಷಣದ ಪುನರ್ರಚನೆ: ತಂತ್ರಜ್ಞಾನ ಮತ್ತು ಅವಿಷ್ಕಾರಗಳು' ರಾಷ್ಟ್ರೀಯ ವಿಚಾರ ಸಂಕಿರಣವನ್ನು ಅರವಿಂದ ಕಾಲೇಜಿನ ಪ್ರಾಂಶುಪಾಲ ಪ್ರೊ.ಜ್ಯೋತಿ ಶ್ರೀಕಾಂತ್ ಉದ್ಘಾಟಿಸಿದರು. bbox=[745, 467, 1215, 516]
event-item: ■ ಶ್ರೀ ರಾಮಾನುಜ ಸಭಾ: ಉಪನ್ಯಾಸ ಕಾರ್ಯಕ್ರಮ, ಸ್ಥಳ: ಶ್ರೀರಾಮಾನುಜ ರಸ್ತೆ, ಸಂಜೆ 6.30ಕ್ಕೆ. bbox=[1025, 1396, 1425, 1412]
issue-date: ಶನಿವಾರ 16 ಮಾರ್ಚ್ 2024 bbox=[1265, 87, 1514, 115]
masthead-rule bbox=[95, 132, 1469, 135]
rule-2 bbox=[97, 1011, 480, 1012]
masthead bbox=[81, 84, 1514, 131]
